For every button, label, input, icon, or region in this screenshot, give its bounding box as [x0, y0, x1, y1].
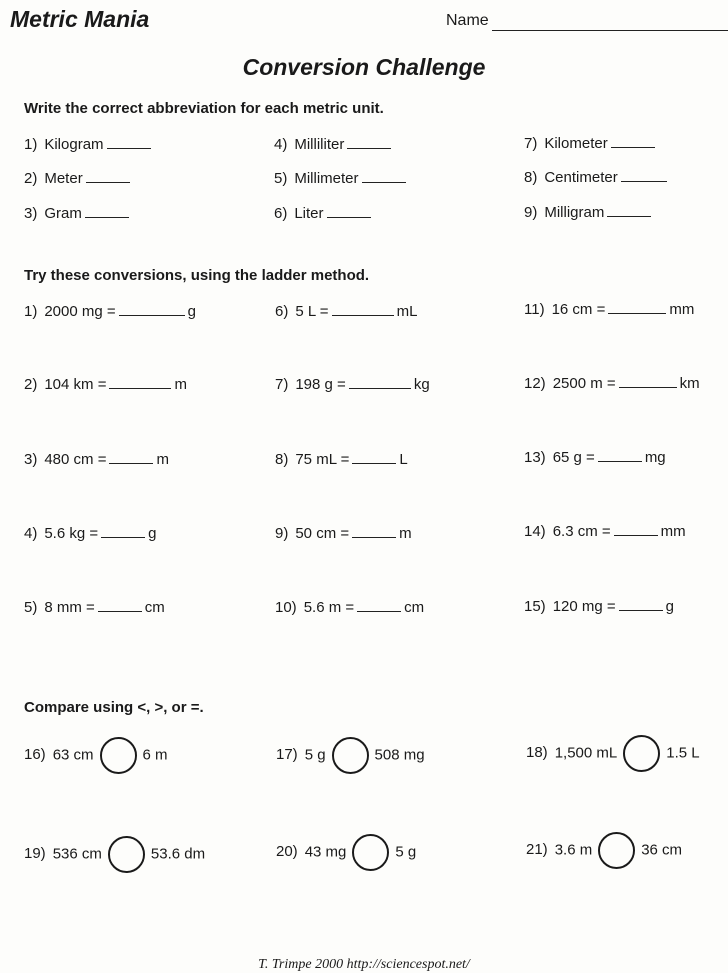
answer-blank[interactable]	[621, 167, 667, 182]
answer-blank[interactable]	[619, 373, 677, 388]
unit-label: Meter	[44, 170, 83, 187]
conversion-item	[275, 374, 430, 393]
compare-left-value: 1,500 mL	[554, 744, 618, 762]
conversion-item	[524, 596, 674, 615]
abbreviation-heading: Write the correct abbreviation for each metric unit.	[24, 100, 384, 117]
compare-item	[24, 836, 205, 873]
target-unit: mm	[669, 301, 695, 318]
item-number: 4)	[24, 525, 38, 542]
item-number: 10)	[275, 599, 297, 616]
answer-blank[interactable]	[619, 596, 663, 611]
conversion-item	[24, 374, 187, 393]
target-unit: g	[665, 598, 674, 615]
item-number: 13)	[524, 449, 546, 466]
answer-blank[interactable]	[107, 134, 151, 149]
answer-blank[interactable]	[608, 299, 666, 314]
compare-item	[24, 737, 168, 774]
unit-label: Gram	[44, 205, 82, 222]
abbreviation-item	[274, 168, 409, 187]
conversion-prompt: 2000 mg =	[44, 303, 116, 320]
answer-blank[interactable]	[86, 168, 130, 183]
conversion-prompt: 480 cm =	[44, 451, 107, 468]
conversion-prompt: 198 g =	[295, 376, 346, 393]
unit-label: Kilometer	[544, 135, 608, 152]
target-unit: mL	[396, 303, 418, 320]
compare-item	[526, 735, 700, 772]
item-number: 15)	[524, 598, 546, 615]
conversion-prompt: 6.3 cm =	[552, 523, 611, 540]
compare-circle[interactable]	[623, 735, 660, 772]
conversion-item	[24, 301, 196, 320]
item-number: 9)	[524, 204, 538, 221]
conversion-item	[524, 373, 700, 392]
conversion-prompt: 5 L =	[295, 303, 329, 320]
unit-label: Milliliter	[294, 136, 345, 153]
item-number: 1)	[24, 303, 38, 320]
answer-blank[interactable]	[349, 374, 411, 389]
conversion-prompt: 8 mm =	[44, 599, 95, 616]
unit-label: Kilogram	[44, 136, 104, 153]
abbreviation-item	[274, 134, 394, 153]
compare-right-value: 53.6 dm	[150, 845, 206, 863]
compare-circle[interactable]	[332, 737, 369, 774]
conversion-item	[24, 523, 156, 542]
answer-blank[interactable]	[352, 449, 396, 464]
answer-blank[interactable]	[598, 447, 642, 462]
compare-item	[526, 832, 682, 869]
conversion-item	[524, 521, 686, 540]
unit-label: Centimeter	[544, 169, 618, 186]
item-number: 12)	[524, 375, 546, 392]
item-number: 7)	[524, 135, 538, 152]
item-number: 19)	[24, 845, 46, 863]
item-number: 4)	[274, 136, 288, 153]
item-number: 8)	[524, 169, 538, 186]
compare-right-value: 5 g	[395, 843, 417, 861]
target-unit: m	[399, 525, 412, 542]
abbreviation-item	[274, 203, 374, 222]
conversion-prompt: 2500 m =	[552, 375, 616, 392]
answer-blank[interactable]	[119, 301, 185, 316]
conversion-prompt: 75 mL =	[295, 451, 350, 468]
target-unit: g	[148, 525, 157, 542]
target-unit: cm	[404, 599, 425, 616]
compare-item	[276, 834, 416, 871]
answer-blank[interactable]	[362, 168, 406, 183]
answer-blank[interactable]	[98, 597, 142, 612]
item-number: 8)	[275, 451, 289, 468]
conversion-item	[524, 447, 666, 466]
compare-circle[interactable]	[108, 836, 145, 873]
compare-right-value: 36 cm	[641, 841, 683, 859]
conversion-prompt: 16 cm =	[551, 301, 606, 318]
answer-blank[interactable]	[101, 523, 145, 538]
unit-label: Millimeter	[294, 170, 359, 187]
answer-blank[interactable]	[347, 134, 391, 149]
conversion-item	[275, 449, 408, 468]
abbreviation-item	[524, 167, 670, 186]
target-unit: cm	[144, 599, 165, 616]
compare-circle[interactable]	[598, 832, 635, 869]
conversion-heading: Try these conversions, using the ladder method.	[24, 267, 370, 284]
answer-blank[interactable]	[109, 374, 171, 389]
answer-blank[interactable]	[85, 203, 129, 218]
item-number: 9)	[275, 525, 289, 542]
item-number: 5)	[24, 599, 38, 616]
answer-blank[interactable]	[332, 301, 394, 316]
compare-left-value: 3.6 m	[554, 841, 593, 859]
item-number: 20)	[276, 843, 298, 861]
abbreviation-item	[24, 168, 133, 187]
abbreviation-item	[524, 133, 658, 152]
abbreviation-item	[24, 134, 154, 153]
footer-credit: T. Trimpe 2000 http://sciencespot.net/	[258, 957, 470, 972]
conversion-item	[275, 301, 417, 320]
conversion-item	[24, 597, 165, 616]
answer-blank[interactable]	[357, 597, 401, 612]
compare-left-value: 536 cm	[52, 845, 102, 863]
brand-title: Metric Mania	[10, 6, 150, 32]
target-unit: m	[156, 451, 169, 468]
target-unit: m	[174, 376, 187, 393]
item-number: 18)	[526, 744, 548, 762]
compare-right-value: 1.5 L	[666, 744, 700, 762]
item-number: 2)	[24, 376, 38, 393]
compare-item	[276, 737, 425, 774]
item-number: 2)	[24, 170, 38, 187]
name-label: Name	[446, 12, 489, 29]
item-number: 16)	[24, 746, 46, 764]
conversion-item	[524, 299, 694, 318]
item-number: 17)	[276, 746, 298, 764]
target-unit: L	[399, 451, 408, 468]
compare-heading: Compare using <, >, or =.	[24, 699, 204, 716]
conversion-prompt: 104 km =	[44, 376, 107, 393]
item-number: 3)	[24, 451, 38, 468]
conversion-prompt: 65 g =	[552, 449, 595, 466]
name-input-line[interactable]	[492, 30, 728, 31]
conversion-item	[275, 523, 412, 542]
page-title: Conversion Challenge	[242, 54, 486, 80]
compare-right-value: 508 mg	[374, 746, 425, 764]
item-number: 14)	[524, 523, 546, 540]
conversion-prompt: 120 mg =	[552, 598, 616, 615]
target-unit: kg	[413, 376, 430, 393]
conversion-item	[275, 597, 424, 616]
target-unit: km	[679, 375, 700, 392]
target-unit: mg	[644, 449, 666, 466]
item-number: 1)	[24, 136, 38, 153]
unit-label: Liter	[294, 205, 324, 222]
compare-left-value: 63 cm	[52, 746, 94, 764]
item-number: 21)	[526, 841, 548, 859]
item-number: 11)	[524, 301, 545, 318]
item-number: 6)	[274, 205, 288, 222]
answer-blank[interactable]	[607, 202, 651, 217]
conversion-prompt: 50 cm =	[295, 525, 350, 542]
answer-blank[interactable]	[327, 203, 371, 218]
item-number: 7)	[275, 376, 289, 393]
answer-blank[interactable]	[352, 523, 396, 538]
compare-circle[interactable]	[352, 834, 389, 871]
conversion-item	[24, 449, 169, 468]
item-number: 3)	[24, 205, 38, 222]
conversion-prompt: 5.6 kg =	[44, 525, 99, 542]
compare-left-value: 43 mg	[304, 843, 347, 861]
target-unit: mm	[660, 523, 686, 540]
compare-right-value: 6 m	[142, 746, 168, 764]
item-number: 5)	[274, 170, 288, 187]
conversion-prompt: 5.6 m =	[303, 599, 355, 616]
compare-left-value: 5 g	[304, 746, 326, 764]
compare-circle[interactable]	[100, 737, 137, 774]
abbreviation-item	[524, 202, 654, 221]
unit-label: Milligram	[544, 204, 605, 221]
item-number: 6)	[275, 303, 289, 320]
answer-blank[interactable]	[611, 133, 655, 148]
abbreviation-item	[24, 203, 132, 222]
target-unit: g	[187, 303, 196, 320]
answer-blank[interactable]	[614, 521, 658, 536]
answer-blank[interactable]	[109, 449, 153, 464]
